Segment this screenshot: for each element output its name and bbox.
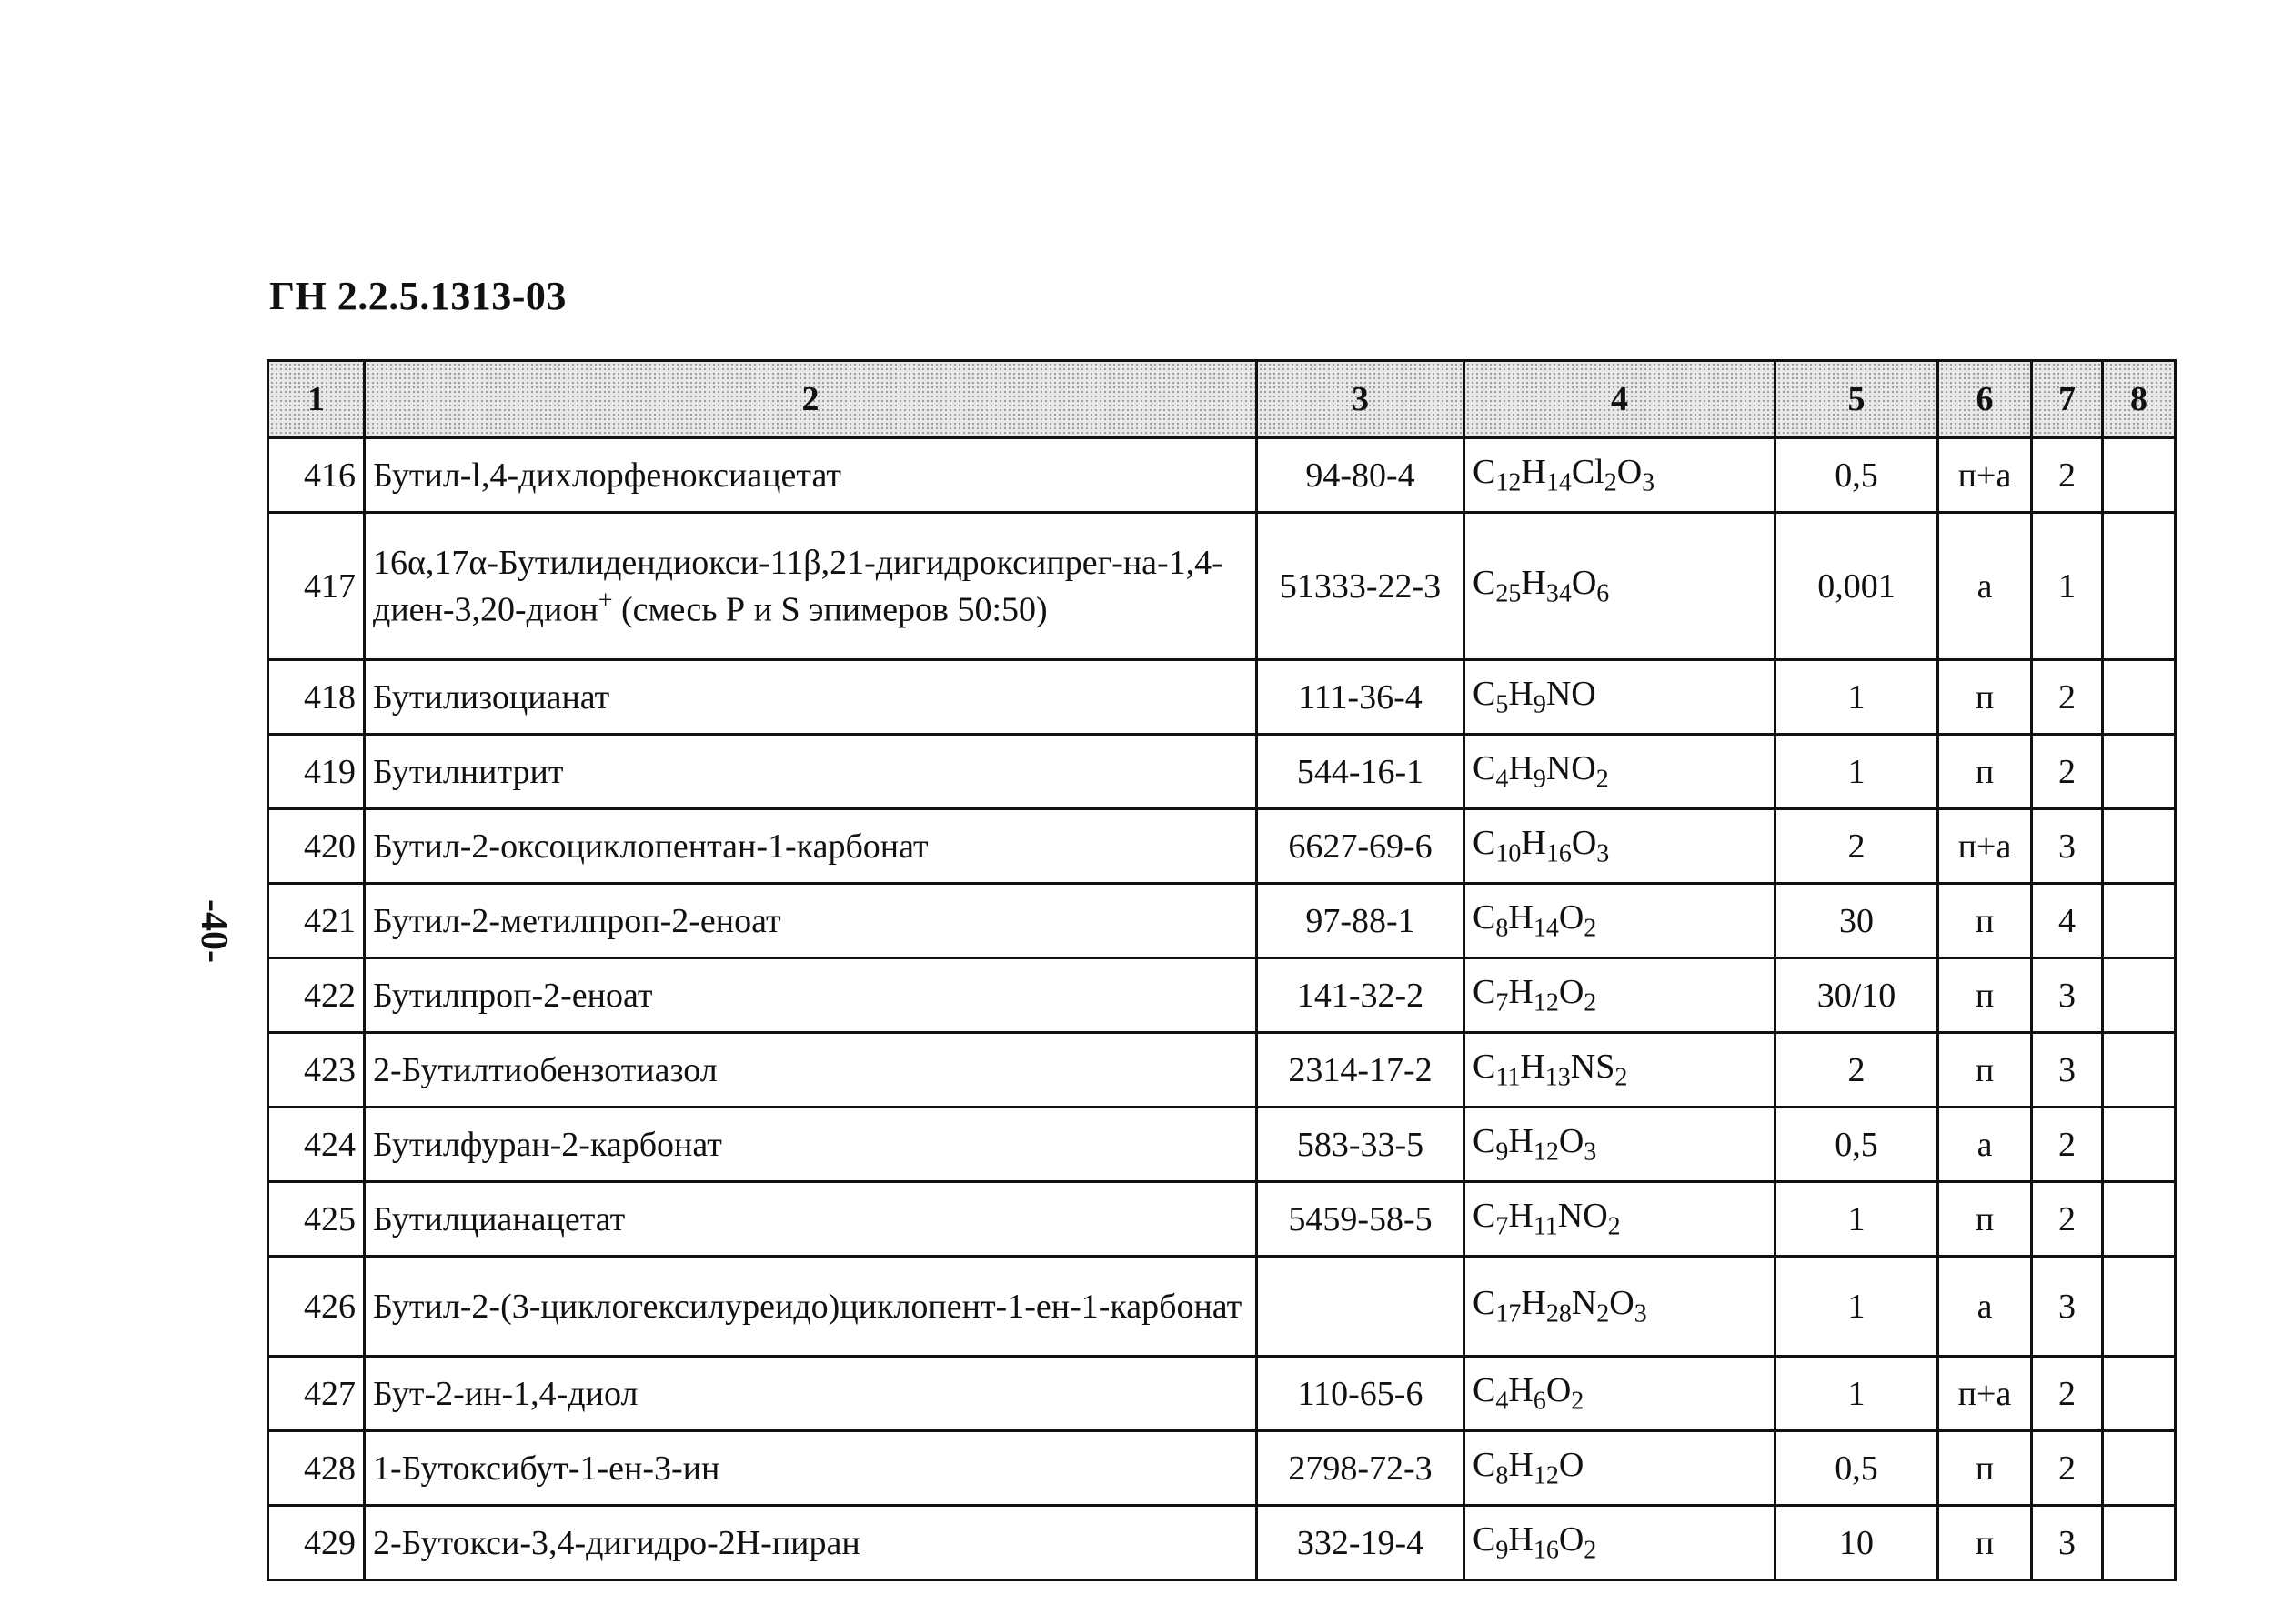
column-8-cell: [2103, 884, 2176, 958]
cas-number: 2314-17-2: [1257, 1033, 1464, 1108]
row-number: 422: [268, 958, 365, 1033]
substance-name: 2-Бутилтиобензотиазол: [365, 1033, 1257, 1108]
hazard-class: 3: [2032, 1033, 2103, 1108]
chemical-formula: $C_9H_{16}O_2$: [1464, 1506, 1775, 1580]
column-8-cell: [2103, 1431, 2176, 1506]
table-row: [268, 1033, 2176, 1108]
chemical-formula: $C_8H_{14}O_2$: [1464, 884, 1775, 958]
row-number: 419: [268, 735, 365, 809]
cas-number: 97-88-1: [1257, 884, 1464, 958]
column-8-cell: [2103, 660, 2176, 735]
substance-name: 2-Бутокси-3,4-дигидро-2Н-пиран: [365, 1506, 1257, 1580]
row-number: 423: [268, 1033, 365, 1108]
mac-value: 0,5: [1775, 1431, 1938, 1506]
cas-number: 94-80-4: [1257, 438, 1464, 513]
aggregate-state: п+а: [1938, 809, 2032, 884]
hazard-class: 3: [2032, 1506, 2103, 1580]
hazard-class: 1: [2032, 513, 2103, 660]
hazard-class: 2: [2032, 660, 2103, 735]
hazard-class: 3: [2032, 809, 2103, 884]
cas-number: 51333-22-3: [1257, 513, 1464, 660]
column-header: 6: [1938, 361, 2032, 438]
aggregate-state: п+а: [1938, 438, 2032, 513]
chemical-formula: $C_9H_{12}O_3$: [1464, 1108, 1775, 1182]
table-row: [268, 809, 2176, 884]
table-row: [268, 958, 2176, 1033]
hazard-class: 3: [2032, 958, 2103, 1033]
chemical-formula: $C_7H_{12}O_2$: [1464, 958, 1775, 1033]
cas-number: 111-36-4: [1257, 660, 1464, 735]
row-number: 424: [268, 1108, 365, 1182]
table-row: [268, 660, 2176, 735]
substance-name: 16α,17α-Бутилидендиокси-11β,21-дигидроксипрег-на-1,4-диен-3,20-дион+ (смесь Р и S эпимеров 50:50): [365, 513, 1257, 660]
row-number: 420: [268, 809, 365, 884]
aggregate-state: п: [1938, 1033, 2032, 1108]
aggregate-state: п+а: [1938, 1357, 2032, 1431]
mac-value: 0,5: [1775, 438, 1938, 513]
table-row: [268, 1431, 2176, 1506]
page-number: -40-: [193, 899, 235, 963]
mac-value: 0,001: [1775, 513, 1938, 660]
table-row: [268, 1506, 2176, 1580]
mac-value: 2: [1775, 1033, 1938, 1108]
table-row: [268, 1182, 2176, 1257]
mac-value: 30: [1775, 884, 1938, 958]
column-8-cell: [2103, 1033, 2176, 1108]
substance-name: Бут-2-ин-1,4-диол: [365, 1357, 1257, 1431]
mac-value: 1: [1775, 1257, 1938, 1357]
row-number: 428: [268, 1431, 365, 1506]
table-body: [268, 438, 2176, 1580]
column-header: 2: [365, 361, 1257, 438]
cas-number: [1257, 1257, 1464, 1357]
table-row: [268, 513, 2176, 660]
row-number: 429: [268, 1506, 365, 1580]
column-8-cell: [2103, 513, 2176, 660]
table-row: [268, 884, 2176, 958]
column-8-cell: [2103, 1357, 2176, 1431]
mac-value: 10: [1775, 1506, 1938, 1580]
row-number: 416: [268, 438, 365, 513]
hazard-class: 4: [2032, 884, 2103, 958]
column-8-cell: [2103, 1257, 2176, 1357]
cas-number: 583-33-5: [1257, 1108, 1464, 1182]
substances-table: [267, 359, 2177, 1581]
table-row: [268, 735, 2176, 809]
table-row: [268, 1257, 2176, 1357]
cas-number: 544-16-1: [1257, 735, 1464, 809]
column-8-cell: [2103, 735, 2176, 809]
cas-number: 141-32-2: [1257, 958, 1464, 1033]
hazard-class: 2: [2032, 1357, 2103, 1431]
chemical-formula: $C_8H_{12}O$: [1464, 1431, 1775, 1506]
cas-number: 2798-72-3: [1257, 1431, 1464, 1506]
substance-name: 1-Бутоксибут-1-ен-3-ин: [365, 1431, 1257, 1506]
aggregate-state: п: [1938, 735, 2032, 809]
column-8-cell: [2103, 438, 2176, 513]
hazard-class: 3: [2032, 1257, 2103, 1357]
cas-number: 6627-69-6: [1257, 809, 1464, 884]
mac-value: 1: [1775, 660, 1938, 735]
aggregate-state: п: [1938, 884, 2032, 958]
substance-name: Бутилнитрит: [365, 735, 1257, 809]
document-header: ГН 2.2.5.1313-03: [269, 274, 567, 318]
column-8-cell: [2103, 958, 2176, 1033]
column-header: 5: [1775, 361, 1938, 438]
cas-number: 110-65-6: [1257, 1357, 1464, 1431]
column-8-cell: [2103, 809, 2176, 884]
chemical-formula: $C_{10}H_{16}O_3$: [1464, 809, 1775, 884]
aggregate-state: п: [1938, 1431, 2032, 1506]
row-number: 417: [268, 513, 365, 660]
substance-name: Бутил-2-оксоциклопентан-1-карбонат: [365, 809, 1257, 884]
mac-value: 2: [1775, 809, 1938, 884]
substance-name: Бутилцианацетат: [365, 1182, 1257, 1257]
column-header: 7: [2032, 361, 2103, 438]
aggregate-state: а: [1938, 513, 2032, 660]
chemical-formula: $C_{25}H_{34}O_6$: [1464, 513, 1775, 660]
hazard-class: 2: [2032, 1182, 2103, 1257]
column-8-cell: [2103, 1182, 2176, 1257]
aggregate-state: п: [1938, 660, 2032, 735]
column-header: 3: [1257, 361, 1464, 438]
chemical-formula: $C_{12}H_{14}Cl_2O_3$: [1464, 438, 1775, 513]
hazard-class: 2: [2032, 735, 2103, 809]
row-number: 427: [268, 1357, 365, 1431]
chemical-formula: $C_7H_{11}NO_2$: [1464, 1182, 1775, 1257]
mac-value: 30/10: [1775, 958, 1938, 1033]
table-row: [268, 1108, 2176, 1182]
column-header: 4: [1464, 361, 1775, 438]
aggregate-state: а: [1938, 1257, 2032, 1357]
substance-name: Бутил-2-метилпроп-2-еноат: [365, 884, 1257, 958]
mac-value: 0,5: [1775, 1108, 1938, 1182]
row-number: 426: [268, 1257, 365, 1357]
substance-name: Бутилизоцианат: [365, 660, 1257, 735]
chemical-formula: $C_{17}H_{28}N_2O_3$: [1464, 1257, 1775, 1357]
aggregate-state: а: [1938, 1108, 2032, 1182]
mac-value: 1: [1775, 1357, 1938, 1431]
hazard-class: 2: [2032, 1431, 2103, 1506]
substance-name: Бутил-2-(3-циклогексилуреидо)циклопент-1-ен-1-карбонат: [365, 1257, 1257, 1357]
column-8-cell: [2103, 1108, 2176, 1182]
aggregate-state: п: [1938, 1506, 2032, 1580]
chemical-formula: $C_4H_6O_2$: [1464, 1357, 1775, 1431]
substance-name: Бутилпроп-2-еноат: [365, 958, 1257, 1033]
substance-name: Бутил-l,4-дихлорфеноксиацетат: [365, 438, 1257, 513]
mac-value: 1: [1775, 735, 1938, 809]
column-header: 8: [2103, 361, 2176, 438]
row-number: 418: [268, 660, 365, 735]
cas-number: 5459-58-5: [1257, 1182, 1464, 1257]
table-row: [268, 438, 2176, 513]
substance-name: Бутилфуран-2-карбонат: [365, 1108, 1257, 1182]
row-number: 421: [268, 884, 365, 958]
column-8-cell: [2103, 1506, 2176, 1580]
chemical-formula: $C_4H_9NO_2$: [1464, 735, 1775, 809]
hazard-class: 2: [2032, 438, 2103, 513]
aggregate-state: п: [1938, 958, 2032, 1033]
column-header: 1: [268, 361, 365, 438]
aggregate-state: п: [1938, 1182, 2032, 1257]
row-number: 425: [268, 1182, 365, 1257]
chemical-formula: $C_{11}H_{13}NS_2$: [1464, 1033, 1775, 1108]
hazard-class: 2: [2032, 1108, 2103, 1182]
chemical-formula: $C_5H_9NO$: [1464, 660, 1775, 735]
table-row: [268, 1357, 2176, 1431]
mac-value: 1: [1775, 1182, 1938, 1257]
table-header-row: [268, 361, 2176, 438]
cas-number: 332-19-4: [1257, 1506, 1464, 1580]
